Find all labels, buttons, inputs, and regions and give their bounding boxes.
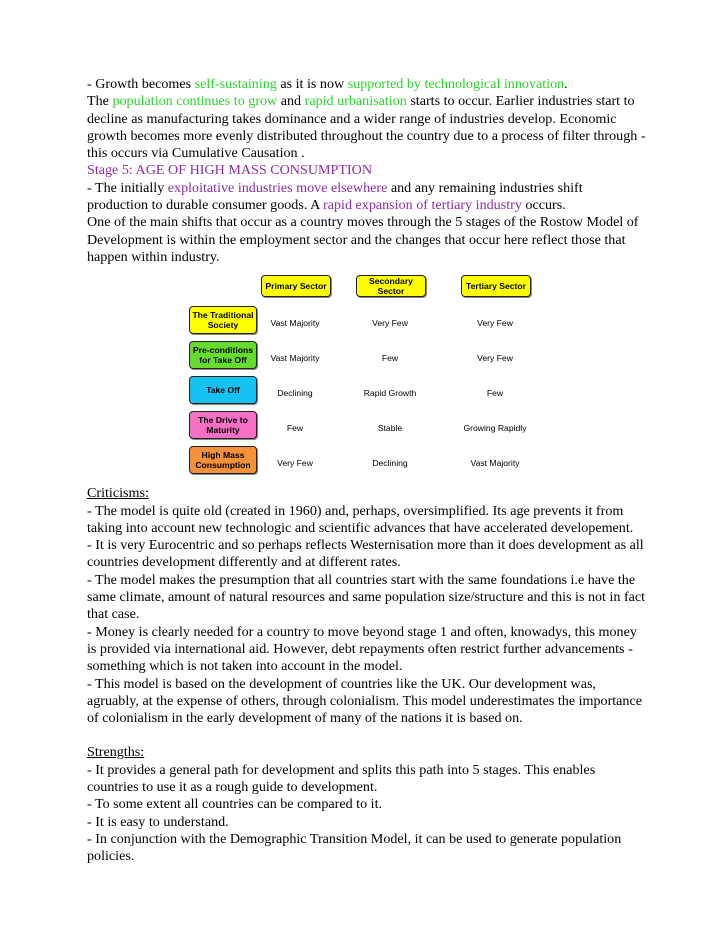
criticism-item: - The model makes the presumption that all countries start with the same foundations i.e have the same climate, amount of natural resources and same population size/structure and this is not in fact that case. — [87, 571, 646, 623]
rostow-employment-diagram — [87, 269, 647, 483]
highlight-text: population continues to grow — [112, 93, 278, 110]
text-run: and — [277, 93, 305, 110]
sector-header-2: Secondary Sector — [356, 275, 426, 297]
highlight-text: exploitative industries move elsewhere — [167, 179, 388, 196]
text-run: as it is now — [276, 76, 348, 92]
highlight-text: rapid urbanisation — [304, 93, 407, 110]
sector-value: Vast Majority — [470, 458, 520, 469]
criticism-item: - The model is quite old (created in 1960) and, perhaps, oversimplified. Its age prevents it from taking into account new technologic and scientific advances that have accelerated developement. — [87, 502, 634, 536]
text-run: . — [564, 76, 568, 92]
paragraph-growth — [87, 76, 647, 93]
stage-label-1: The Traditional Society — [189, 306, 257, 334]
text-run: occurs. — [521, 197, 566, 214]
highlight-text: rapid expansion of tertiary industry — [323, 197, 522, 214]
sector-value: Rapid Growth — [363, 388, 417, 399]
document-page — [87, 76, 647, 866]
criticism-item: - It is very Eurocentric and so perhaps reflects Westernisation more than it does development as all countries development differently and at different rates. — [87, 537, 644, 571]
sector-value: Declining — [277, 388, 313, 399]
strength-item: - To some extent all countries can be compared to it. — [87, 796, 383, 813]
paragraph-population — [87, 93, 647, 162]
text-run: and any remaining industries shift production to durable consumer goods. A — [87, 179, 583, 214]
paragraph-employment: One of the main shifts that occur as a country moves through the 5 stages of the Rostow Model of Development is within the employment sector and the changes that occur here reflect those that happen within industry. — [87, 214, 639, 265]
sector-value: Vast Majority — [270, 318, 320, 329]
sector-value: Vast Majority — [270, 353, 320, 364]
stage-label-3: Take Off — [189, 376, 257, 404]
sector-value: Stable — [377, 423, 403, 434]
sector-value: Growing Rapidly — [463, 423, 527, 434]
highlight-text: supported by technological innovation — [347, 76, 565, 92]
stage-label-5: High Mass Consumption — [189, 446, 257, 474]
text-run: The — [87, 93, 113, 110]
criticisms-heading: Criticisms: — [87, 485, 149, 502]
sector-value: Very Few — [477, 353, 513, 364]
stage5-heading: Stage 5: AGE OF HIGH MASS CONSUMPTION — [87, 162, 373, 179]
strength-item: - It is easy to understand. — [87, 813, 229, 830]
sector-value: Very Few — [277, 458, 313, 469]
sector-value: Few — [286, 423, 304, 434]
stage-label-4: The Drive to Maturity — [189, 411, 257, 439]
sector-value: Very Few — [372, 318, 408, 329]
sector-value: Very Few — [477, 318, 513, 329]
text-run: - The initially — [87, 179, 168, 196]
sector-header-3: Tertiary Sector — [461, 275, 531, 297]
spacer — [87, 727, 647, 744]
stage-label-2: Pre-conditions for Take Off — [189, 341, 257, 369]
strength-item: - It provides a general path for development and splits this path into 5 stages. This enables countries to use it as a rough guide to development. — [87, 761, 596, 796]
criticism-item: - Money is clearly needed for a country to move beyond stage 1 and often, knowadys, this money is provided via international aid. However, debt repayments often restrict further advancements - something which is not taken into account in the model. — [87, 623, 637, 675]
text-run: starts to occur. Earlier industries start to decline as manufacturing takes dominance and a wider range of industries develop. Economic growth becomes more evenly distributed throughout the country due to a process of filter through - this occurs via Cumulative Causation . — [87, 93, 646, 162]
strengths-heading: Strengths: — [87, 744, 145, 761]
sector-header-1: Primary Sector — [261, 275, 331, 297]
sector-value: Few — [381, 353, 399, 364]
strength-item: - In conjunction with the Demographic Transition Model, it can be used to generate population policies. — [87, 830, 622, 865]
highlight-text: self-sustaining — [194, 76, 277, 92]
criticism-item: - This model is based on the development of countries like the UK. Our development was, agruably, at the expense of others, through colonialism. This model underestimates the importance of colonialism in the early development of many of the nations it is based on. — [87, 675, 642, 727]
paragraph-stage5 — [87, 180, 647, 215]
sector-value: Declining — [372, 458, 408, 469]
sector-value: Few — [486, 388, 504, 399]
text-run: - Growth becomes — [87, 76, 195, 92]
